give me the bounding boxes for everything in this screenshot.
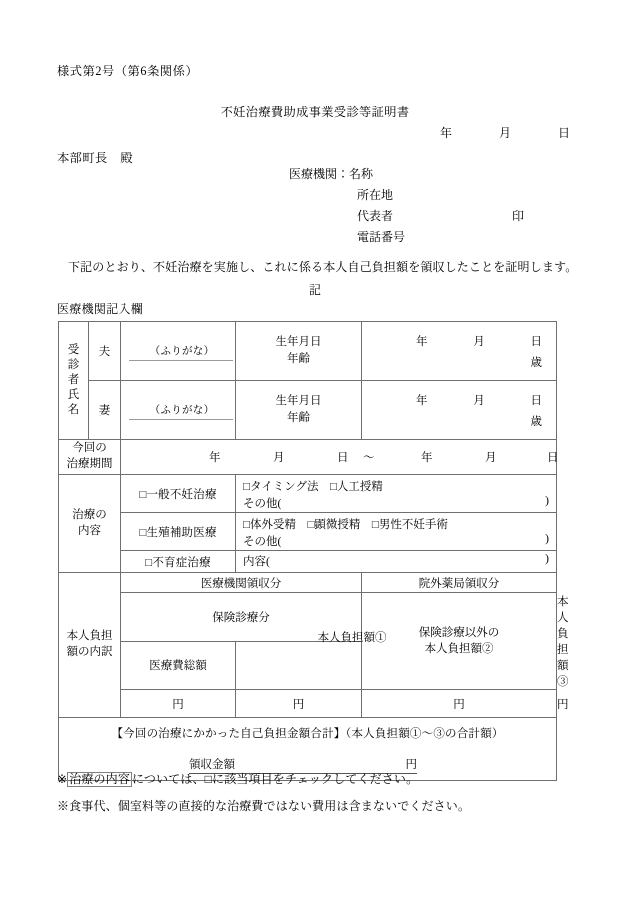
- total-title: 【今回の治療にかかった自己負担金額合計】（本人負担額①～③の合計額）: [111, 728, 504, 740]
- cost-breakdown-label: [59, 573, 121, 718]
- table-row-husband: [59, 322, 557, 381]
- vertical-char: 名: [67, 404, 80, 417]
- checkbox-assisted-reproduction[interactable]: [121, 513, 236, 551]
- period-start-year: 年: [209, 452, 221, 464]
- detail-recurrent-miscarriage-body: [236, 551, 556, 572]
- dob-day: 日: [530, 395, 542, 407]
- institution-name-row: [289, 164, 405, 185]
- cost-group-outside-pharmacy: 院外薬局領収分: [362, 573, 557, 593]
- footnote-1-suffix: については、□に該当項目をチェックしてください。: [131, 772, 419, 786]
- institution-representative-label: 代表者: [357, 209, 394, 223]
- dob-label-line1: 生年月日: [275, 335, 322, 348]
- total-amount-currency: 円: [405, 759, 417, 771]
- other-label-art: その他(: [243, 536, 282, 548]
- furigana-divider: [129, 419, 233, 420]
- institution-address-row: [289, 185, 405, 206]
- institution-phone-row: [289, 227, 405, 248]
- detail-assisted-reproduction: [236, 513, 557, 551]
- furigana-divider: [129, 360, 233, 361]
- period-tilde: ～: [363, 452, 375, 464]
- treatment-period-label: [59, 440, 121, 475]
- dob-month: 月: [473, 336, 485, 348]
- checkbox-options-general[interactable]: □タイミング法 □人工授精: [243, 481, 383, 493]
- treatment-period-inner: [209, 449, 559, 465]
- institution-representative-row: [289, 206, 525, 227]
- table-row-wife: [59, 381, 557, 440]
- spouse-label-husband: 夫: [89, 322, 121, 381]
- dob-year: 年: [416, 395, 428, 407]
- institution-phone-label: 電話番号: [357, 230, 406, 244]
- cost-self-pay-1-header: 本人負担額①: [317, 632, 387, 644]
- seal-mark: 印: [512, 209, 525, 223]
- furigana-label: （ふりがな）: [149, 405, 215, 416]
- dob-field-husband[interactable]: [362, 322, 557, 381]
- vertical-char: 者: [67, 373, 80, 386]
- table-row-cost-values: 円 円 円 円: [59, 690, 557, 718]
- other-close-art: ): [545, 533, 549, 545]
- patient-name-vertical-label: [59, 322, 89, 440]
- checkbox-general-infertility-label: □一般不妊治療: [139, 488, 217, 501]
- checkbox-options-art[interactable]: □体外受精 □顕微授精 □男性不妊手術: [243, 519, 448, 531]
- institution-address-label: 所在地: [357, 188, 394, 202]
- document-title: 不妊治療費助成事業受診等証明書: [220, 105, 410, 119]
- furigana-label: （ふりがな）: [149, 346, 215, 357]
- cost-breakdown-label-line2: 額の内訳: [66, 646, 113, 658]
- detail-general-infertility-body: [236, 475, 556, 512]
- table-row-recurrent-miscarriage: [59, 551, 557, 573]
- issue-date-line: [440, 124, 570, 141]
- dob-label-husband: [236, 322, 362, 381]
- cost-group-medical-institution: 医療機関領収分: [121, 573, 362, 593]
- cost-insured-group-header: 保険診療分: [121, 593, 362, 642]
- dob-label-wife: [236, 381, 362, 440]
- dob-label-line1: 生年月日: [275, 394, 322, 407]
- other-field-art[interactable]: [243, 533, 549, 549]
- certification-statement: 下記のとおり、不妊治療を実施し、これに係る本人自己負担額を領収したことを証明します。: [68, 260, 578, 274]
- period-end-month: 月: [485, 452, 497, 464]
- footnote-1: [57, 770, 418, 787]
- issue-date-year: 年: [440, 126, 453, 140]
- period-start-day: 日: [337, 452, 349, 464]
- content-label-miscarriage: 内容(: [243, 556, 270, 568]
- age-unit: 歳: [530, 416, 542, 428]
- ki-mark: 記: [308, 283, 321, 297]
- institution-block: [289, 164, 525, 248]
- table-row-cost-sub-header: 保険診療分 保険診療以外の 本人負担額② 本人負担額③: [59, 593, 557, 642]
- table-row-assisted-reproduction: [59, 513, 557, 551]
- content-close-miscarriage: ): [545, 553, 549, 565]
- cost-noninsured-header-line2: 本人負担額②: [424, 643, 494, 655]
- treatment-period-label-line2: 治療期間: [66, 458, 113, 470]
- other-label-general: その他(: [243, 498, 282, 510]
- dob-label-line2: 年齢: [287, 412, 310, 424]
- content-field-miscarriage[interactable]: [243, 553, 549, 569]
- treatment-period-field[interactable]: [121, 440, 557, 475]
- other-close-general: ): [545, 495, 549, 507]
- dob-day: 日: [530, 336, 542, 348]
- footnote-1-boxed-term: 治療の内容: [69, 772, 130, 786]
- cost-value-self-pay-1[interactable]: 円: [236, 690, 362, 718]
- treatment-content-label-line1: 治療の: [72, 508, 107, 521]
- detail-assisted-reproduction-body: [236, 513, 556, 550]
- dob-field-wife[interactable]: [362, 381, 557, 440]
- other-field-general[interactable]: [243, 495, 549, 511]
- cost-self-pay-1-header-cell: [236, 641, 362, 690]
- cost-total-medical-header: 医療費総額: [121, 641, 236, 690]
- treatment-content-label: [59, 475, 121, 573]
- age-unit: 歳: [530, 357, 542, 369]
- checkbox-recurrent-miscarriage[interactable]: [121, 551, 236, 573]
- checkbox-general-infertility[interactable]: [121, 475, 236, 513]
- cost-value-self-pay-2[interactable]: 円: [362, 690, 557, 718]
- period-end-day: 日: [547, 452, 559, 464]
- vertical-char: 診: [67, 358, 80, 371]
- issue-date-month: 月: [498, 126, 511, 140]
- treatment-period-label-line1: 今回の: [72, 442, 107, 455]
- name-field-wife[interactable]: [121, 381, 236, 440]
- period-end-year: 年: [421, 452, 433, 464]
- footnote-2: ※食事代、個室料等の直接的な治療費ではない費用は含まないでください。: [57, 799, 471, 813]
- table-row-treatment-period: [59, 440, 557, 475]
- period-start-month: 月: [273, 452, 285, 464]
- table-row-general-infertility: [59, 475, 557, 513]
- cost-value-total-medical[interactable]: 円: [121, 690, 236, 718]
- name-field-husband[interactable]: [121, 322, 236, 381]
- total-amount-label: 領収金額: [189, 759, 235, 771]
- cost-breakdown-label-line1: 本人負担: [66, 630, 113, 643]
- table-caption: 医療機関記入欄: [57, 302, 144, 316]
- checkbox-recurrent-miscarriage-label: □不育症治療: [145, 556, 211, 569]
- dob-month: 月: [473, 395, 485, 407]
- detail-recurrent-miscarriage: [236, 551, 557, 573]
- issue-date-day: 日: [557, 126, 570, 140]
- dob-year: 年: [416, 336, 428, 348]
- footnote-1-prefix: ※: [57, 772, 68, 786]
- cost-noninsured-header-line1: 保険診療以外の: [418, 626, 500, 639]
- institution-name-label: 医療機関：名称: [289, 167, 374, 181]
- checkbox-assisted-reproduction-label: □生殖補助医療: [139, 526, 217, 539]
- treatment-content-label-line2: 内容: [78, 524, 101, 537]
- form-number: 様式第2号（第6条関係）: [57, 64, 199, 78]
- table-row-cost-group-header: [59, 573, 557, 593]
- dob-label-line2: 年齢: [287, 353, 310, 365]
- addressee: 本部町長 殿: [57, 151, 134, 165]
- dob-date-line: [362, 333, 556, 349]
- vertical-char: 氏: [67, 389, 80, 402]
- vertical-char: 受: [67, 343, 80, 356]
- spouse-label-wife: 妻: [89, 381, 121, 440]
- detail-general-infertility: [236, 475, 557, 513]
- certificate-table: [58, 321, 569, 781]
- dob-date-line: [362, 392, 556, 408]
